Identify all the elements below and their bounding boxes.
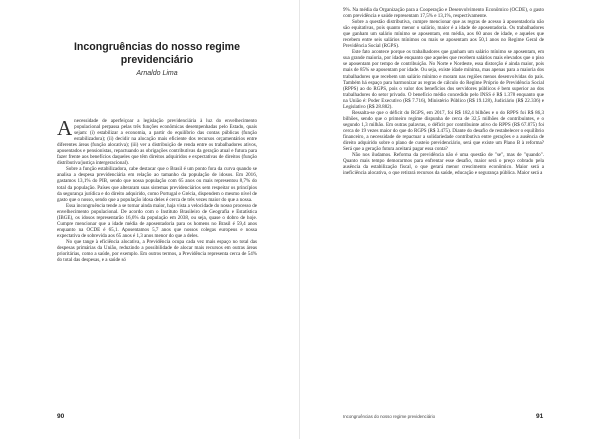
paragraph: Ressalta-se que o déficit do RGPS, em 2017, foi R$ 182,4 bilhões e o do RPPS foi R$ 86,3 bilhões, sendo que o primeiro regime dispunha de cerca de 32,5 milhões de contribuintes, e o segundo 1,3 milhão. Em outras palavras, o déficit por contribuinte ativo do RPPS (R$ 67.875) foi cerca de 19 vezes maior do que do RGPS (R$ 3.475). Diante do desafio de restabelecer o equilíbrio financeiro, a necessidade de repactuar a solidariedade contributiva entre gerações e a ausência de direito adquirido sobre o plano de custeio previdenciário, será que existe um Plano B à reforma? Será que a geração futura aceitará pagar essa conta? (343, 109, 544, 153)
paragraph: No que tange à eficiência alocativa, a Previdência ocupa cada vez mais espaço no total das despesas primárias da União, reduzindo a possibilidade de alocar mais recursos em outras áreas prioritárias, como a saúde, por exemplo. Em outros termos, a Previdência representa cerca de 54% do total das despesas, e a saúde só (57, 238, 257, 264)
right-page (300, 0, 600, 439)
paragraph: 9%. Na média da Organização para a Cooperação e Desenvolvimento Econômico (OCDE), o gasto com previdência e saúde representam 17,5% e 13,1%, respectivamente. (343, 7, 544, 20)
running-head: Incongruências do nosso regime previdenciário (343, 414, 436, 419)
page-number-right: 91 (536, 413, 544, 420)
paragraph: Não nos iludamos. Reforma da previdência não é uma questão de "se", mas de "quando". Quanto mais tempo demorarmos para enfrentar esse desafio, maior será o preço cobrado pela ausência da estabilização fiscal, o que gerará menor crescimento econômico. Maior será a ineficiência alocativa, o que retirará recursos da saúde, educação e segurança pública. Maior será a (343, 152, 544, 177)
article-title: Incongruências do nosso regime previdenciário (73, 41, 240, 66)
right-text-column (343, 7, 544, 176)
paragraph: Este fato acontece porque os trabalhadores que ganham um salário mínimo se aposentam, em sua grande maioria, por idade enquanto que aqueles que recebem salários mais elevados que o piso se aposentam por tempo de contribuição. No Norte e Nordeste, essa distorção é ainda maior, pois mais de 85% se aposentam por idade. Ou seja, existe idade mínima, mas apenas para a maioria dos trabalhadores que recebem um salário mínimo e moram nas regiões menos desenvolvidas do país. Também há espaço para harmonizar as regras de cálculo do Regime Próprio de Previdência Social (RPPS) ao do RGPS, pois o valor dos benefícios dos servidores públicos é bem superior ao dos trabalhadores do setor privado. O benefício médio concedido pelo INSS é R$ 1.378 enquanto que na União é: Poder Executivo (R$ 7.716), Ministério Público (R$ 19.128), Judiciário (R$ 22.336) e Legislativo (R$ 28.882). (343, 49, 544, 110)
article-author: Arnaldo Lima (136, 70, 178, 77)
paragraph (57, 118, 257, 166)
drop-cap: A (57, 116, 73, 140)
paragraph: Sobre a função estabilizadora, cabe destacar que o Brasil é um ponto fora da curva quando se analisa a despesa previdenciária em relação ao tamanho da população de idosos. Em 2016, gastamos 13,1% do PIB, sendo que nossa população com 65 anos ou mais representou 8,7% do total da população. Países que alteraram suas sistemas previdenciários sem respeitar os princípios da segurança jurídica e do direito adquirido, como Portugal e Grécia, dispendem o mesmo nível de gasto que o nosso, sendo que a população idosa deles é cerca de três vezes maior do que a nossa. (57, 166, 257, 203)
left-text-column (57, 118, 257, 263)
paragraph-text: necessidade de aperfeiçoar a legislação previdenciária à luz do envelhecimento populacional perpassa pelas três funções econômicas desempenhadas pelo Estado, quais sejam: (i) estabilizar a economia, a partir do equilíbrio das contas públicas (função estabilizadora); (ii) decidir na alocação mais eficiente dos recursos orçamentários entre diferentes áreas (função alocativa); (iii) ver a distribuição de renda entre os trabalhadores ativos, aposentados e pensionistas, repactuando as obrigações contributivas da geração atual e futura para fazer frente aos benefícios daqueles que têm direitos adquiridos e expectativas de direitos (função distributiva/justiça intergeracional). (57, 118, 257, 167)
paragraph: Sobre a questão distributiva, cumpre mencionar que as regras de acesso à aposentadoria não são equitativas, pois quanto menor o salário, maior é a idade de aposentadoria. Os trabalhadores que ganham um salário mínimo se aposentam, em média, aos 60 anos de idade, e aqueles que recebem entre seis salários mínimos ou mais se aposentam aos 50,1 anos no Regime Geral de Previdência Social (RGPS). (343, 19, 544, 50)
page-number-left: 90 (57, 413, 65, 420)
paragraph: Essa incongruência tende a se tornar ainda maior, haja vista a velocidade do nosso processo de envelhecimento populacional. De acordo com o Instituto Brasileiro de Geografia e Estatística (IBGE), os idosos representarão 16,6% da população em 2038, ou seja, quase o dobro de hoje. Cumpre mencionar que a idade média de aposentadoria para os homens no Brasil é 59,4 anos enquanto na OCDE é 65,1. Aposentamos 5,7 anos que nossos colegas europeus e nossa expectativa de sobrevida aos 65 anos é 1,3 anos menor do que a deles. (57, 202, 257, 239)
